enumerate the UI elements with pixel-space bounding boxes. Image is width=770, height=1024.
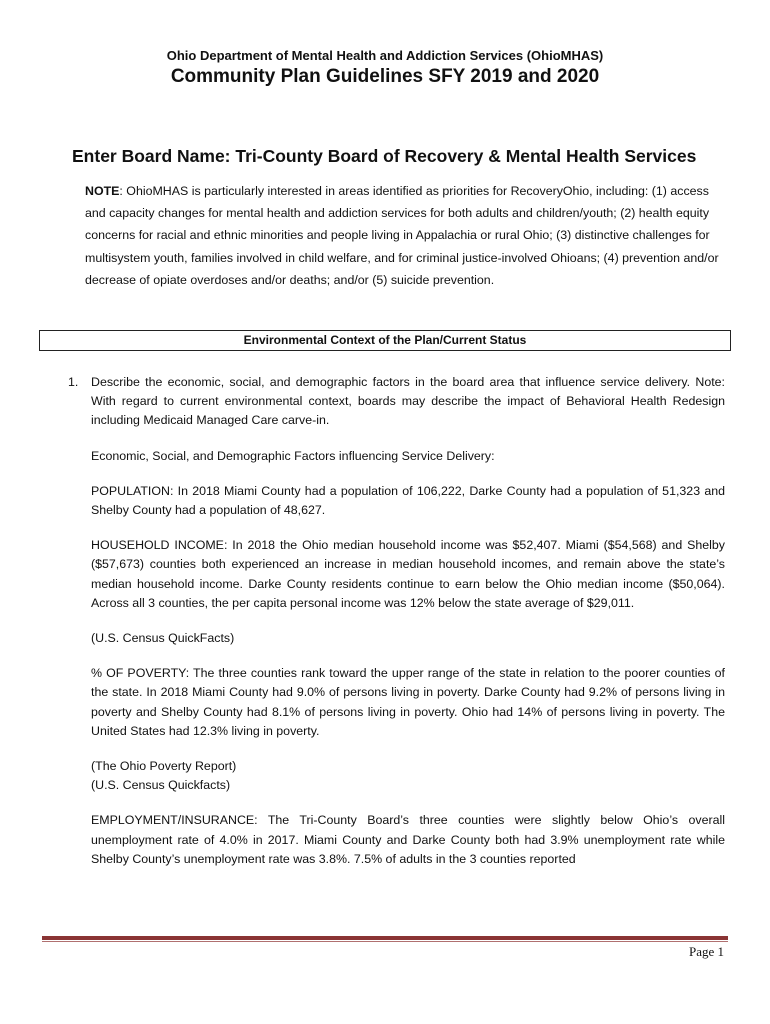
poverty-source-2: (U.S. Census Quickfacts) (91, 778, 231, 793)
footer-divider-thin (42, 941, 728, 942)
income-source: (U.S. Census QuickFacts) (91, 631, 235, 646)
income-paragraph: HOUSEHOLD INCOME: In 2018 the Ohio median household income was $52,407. Miami ($54,568) and Shelby ($57,673) counties both experienced an increase in median household incomes, and remain above the state’s median household income. Darke County residents continue to earn below the Ohio median income ($50,064). Across all 3 counties, the per capita personal income was 12% below the state average of $29,011. (91, 538, 725, 610)
poverty-source-1: (The Ohio Poverty Report) (91, 759, 237, 774)
factors-intro: Economic, Social, and Demographic Factors influencing Service Delivery: (91, 448, 495, 463)
note-text: : OhioMHAS is particularly interested in areas identified as priorities for RecoveryOhio, including: (1) access and capacity changes for mental health and addiction services for both adults and children/youth; (2) health equity concerns for racial and ethnic minorities and people living in Appalachia or rural Ohio; (3) distinctive challenges for multisystem youth, families involved in child welfare, and for criminal justice-involved Ohioans; (4) prevention and/or decrease of opiate overdoses and/or deaths; and/or (5) suicide prevention. (85, 184, 719, 287)
note-label: NOTE (85, 184, 120, 198)
question-text: Describe the economic, social, and demographic factors in the board area that influence service delivery. Note: With regard to current environmental context, boards may describe the impact of Behavioral Health Redesign including Medicaid Managed Care carve-in. (91, 375, 725, 428)
population-paragraph: POPULATION: In 2018 Miami County had a population of 106,222, Darke County had a population of 51,323 and Shelby County had a population of 48,627. (91, 483, 725, 518)
question-number: 1. (68, 375, 79, 389)
question-content (91, 373, 725, 869)
agency-name: Ohio Department of Mental Health and Addiction Services (OhioMHAS) (166, 48, 604, 63)
section-heading: Environmental Context of the Plan/Current Status (39, 330, 731, 351)
page-number: Page 1 (688, 944, 724, 959)
footer-divider (42, 936, 728, 940)
document-title: Community Plan Guidelines SFY 2019 and 2020 (170, 66, 600, 87)
note-paragraph (85, 180, 720, 291)
board-name: Enter Board Name: Tri-County Board of Recovery & Mental Health Services (72, 146, 697, 166)
poverty-paragraph: % OF POVERTY: The three counties rank toward the upper range of the state in relation to the poorer counties of the state. In 2018 Miami County had 9.0% of persons living in poverty. Darke County had 9.2% of persons living in poverty and Shelby County had 8.1% of persons living in poverty. Ohio had 14% of persons living in poverty. The United States had 12.3% living in poverty. (91, 666, 725, 738)
employment-paragraph: EMPLOYMENT/INSURANCE: The Tri-County Board’s three counties were slightly below Ohio’s overall unemployment rate of 4.0% in 2017. Miami County and Darke County both had 3.9% unemployment rate while Shelby County’s unemployment rate was 3.8%. 7.5% of adults in the 3 counties reported (91, 813, 725, 866)
